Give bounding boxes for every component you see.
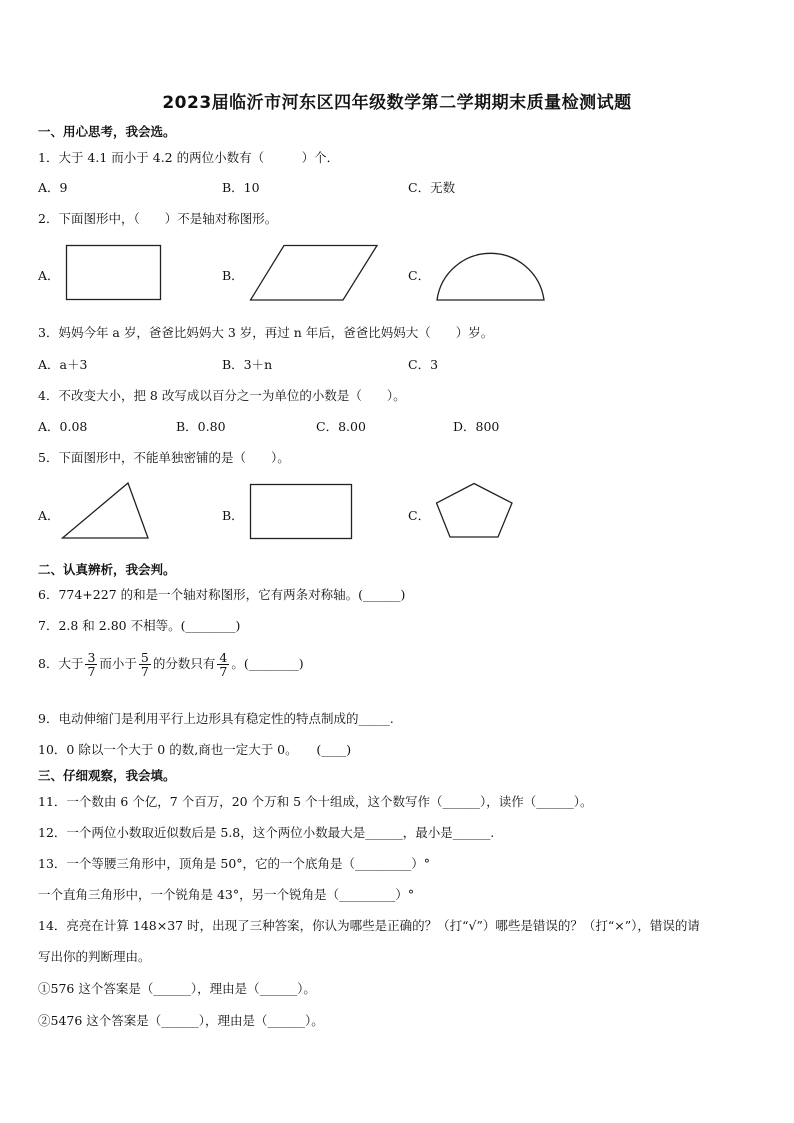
- rectangle-shape-2: [250, 484, 353, 540]
- question-13-part-1: 13．一个等腰三角形中，顶角是 50°，它的一个底角是（_________）°: [38, 856, 431, 871]
- question-1: 1．大于 4.1 而小于 4.2 的两位小数有（ ）个．: [38, 150, 340, 165]
- question-6: 6．774+227 的和是一个轴对称图形，它有两条对称轴。(______): [38, 587, 406, 602]
- pentagon-shape: [436, 483, 516, 539]
- q5-label-a: A．: [38, 508, 60, 523]
- q8-prefix: 8．大于: [38, 656, 84, 672]
- q3-option-c: C．3: [408, 357, 439, 372]
- q4-option-d: D．800: [453, 419, 500, 434]
- question-9: 9．电动伸缩门是利用平行上边形具有稳定性的特点制成的_____.: [38, 711, 394, 726]
- question-11: 11．一个数由 6 个亿，7 个百万，20 个万和 5 个十组成，这个数写作（______），读作（______）。: [38, 794, 593, 809]
- fraction-numerator: 4: [219, 650, 228, 665]
- q5-label-b: B．: [222, 508, 244, 523]
- q2-label-b: B．: [222, 268, 244, 283]
- q3-option-b: B．3＋n: [222, 357, 273, 372]
- question-12: 12．一个两位小数取近似数后是 5.8，这个两位小数最大是______，最小是______.: [38, 825, 495, 840]
- question-14-item-1: ①576 这个答案是（______），理由是（______）。: [38, 981, 316, 996]
- q1-option-b: B．10: [222, 180, 260, 195]
- question-3: 3．妈妈今年 a 岁，爸爸比妈妈大 3 岁，再过 n 年后，爸爸比妈妈大（ ）岁。: [38, 325, 494, 340]
- semicircle-shape: [436, 244, 546, 302]
- fraction-5-7: [139, 651, 151, 678]
- q4-option-c: C．8.00: [316, 419, 366, 434]
- fraction-numerator: 5: [140, 650, 149, 665]
- question-4: 4．不改变大小，把 8 改写成以百分之一为单位的小数是（ ）。: [38, 388, 406, 403]
- q4-option-b: B．0.80: [176, 419, 226, 434]
- question-5: 5．下面图形中，不能单独密铺的是（ ）。: [38, 450, 290, 465]
- q2-label-c: C．: [408, 268, 431, 283]
- q2-label-a: A．: [38, 268, 60, 283]
- triangle-shape: [62, 482, 152, 540]
- question-14: 14．亮亮在计算 148×37 时，出现了三种答案，你认为哪些是正确的？（打“√”）哪些是错误的？（打“×”），错误的请: [38, 918, 700, 933]
- q3-option-a: A．a＋3: [38, 357, 88, 372]
- parallelogram-shape: [250, 245, 378, 301]
- question-14-continued: 写出你的判断理由。: [38, 949, 151, 964]
- question-14-item-2: ②5476 这个答案是（______），理由是（______）。: [38, 1013, 324, 1028]
- fraction-denominator: 7: [219, 664, 228, 680]
- q1-option-c: C．无数: [408, 180, 456, 195]
- question-8: [38, 651, 304, 678]
- question-13-part-2: 一个直角三角形中，一个锐角是 43°，另一个锐角是（_________）°: [38, 887, 415, 902]
- q8-mid: 而小于: [99, 656, 137, 672]
- fraction-4-7: [217, 651, 229, 678]
- q4-option-a: A．0.08: [38, 419, 88, 434]
- page-title: 2023届临沂市河东区四年级数学第二学期期末质量检测试题: [162, 93, 632, 113]
- q8-suffix: 。(________): [231, 656, 304, 672]
- q1-option-a: A．9: [38, 180, 68, 195]
- question-10: 10．0 除以一个大于 0 的数,商也一定大于 0。 (____): [38, 742, 352, 757]
- fraction-denominator: 7: [140, 664, 149, 680]
- fraction-numerator: 3: [87, 650, 96, 665]
- question-2: 2．下面图形中，（ ）不是轴对称图形。: [38, 211, 278, 226]
- section-3-heading: 三、仔细观察，我会填。: [38, 768, 176, 783]
- question-7: 7．2.8 和 2.80 不相等。(________): [38, 618, 241, 633]
- section-2-heading: 二、认真辨析，我会判。: [38, 562, 176, 577]
- fraction-denominator: 7: [87, 664, 96, 680]
- q5-label-c: C．: [408, 508, 431, 523]
- rectangle-shape: [66, 245, 162, 301]
- fraction-3-7: [85, 651, 97, 678]
- q8-mid2: 的分数只有: [152, 656, 216, 672]
- section-1-heading: 一、用心思考，我会选。: [38, 124, 176, 139]
